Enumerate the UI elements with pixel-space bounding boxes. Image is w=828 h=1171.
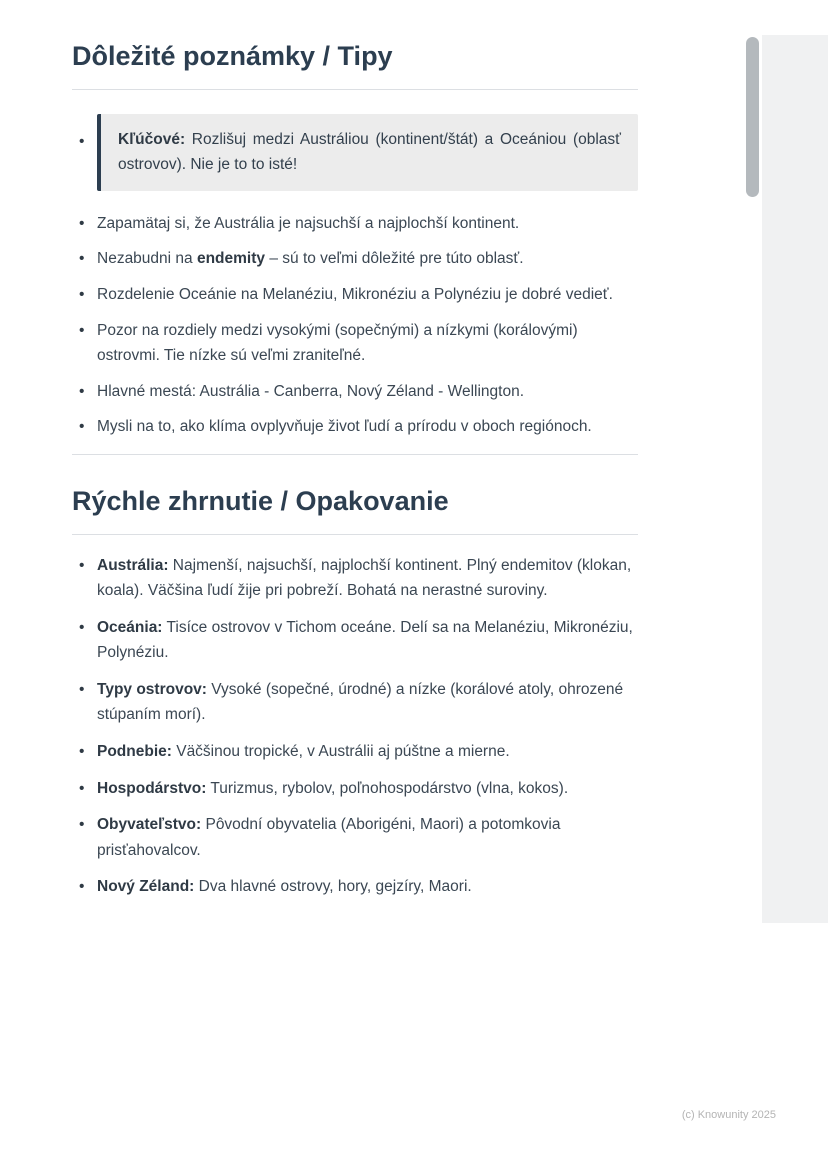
list-item <box>72 739 638 765</box>
list-item <box>72 615 638 666</box>
list-item-text: Turizmus, rybolov, poľnohospodárstvo (vlna, kokos). <box>206 779 569 797</box>
divider <box>72 89 638 90</box>
section-divider <box>72 454 638 455</box>
list-item-text: Zapamätaj si, že Austrália je najsuchší a najplochší kontinent. <box>97 214 520 232</box>
scrollbar-thumb[interactable] <box>746 37 759 197</box>
list-item <box>72 318 638 369</box>
list-item-text: Pozor na rozdiely medzi vysokými (sopečnými) a nízkymi (korálovými) ostrovmi. Tie nízke sú veľmi zraniteľné. <box>97 321 578 365</box>
section-title-notes: Dôležité poznámky / Tipy <box>72 41 393 71</box>
list-item <box>72 812 638 863</box>
list-item-bold-text: Oceánia: <box>97 618 163 636</box>
list-item <box>72 874 638 900</box>
list-item <box>72 246 638 272</box>
list-item <box>72 379 638 405</box>
list-item <box>72 414 638 440</box>
list-item-bold-text: Obyvateľstvo: <box>97 816 202 834</box>
section-title-summary: Rýchle zhrnutie / Opakovanie <box>72 485 449 516</box>
copyright-footer: (c) Knowunity 2025 <box>681 1109 776 1121</box>
list-item-text: Vysoké (sopečné, úrodné) a nízke (korálové atoly, ohrozené stúpaním morí). <box>97 680 624 724</box>
list-item <box>72 282 638 308</box>
list-item-text: Mysli na to, ako klíma ovplyvňuje život ľudí a prírodu v oboch regiónoch. <box>97 418 592 436</box>
list-item-bold-text: Typy ostrovov: <box>97 680 207 698</box>
list-item-text: Najmenší, najsuchší, najplochší kontinent. Plný endemitov (klokan, koala). Väčšina ľudí žije pri pobreží. Bohatá na nerastné suroviny. <box>97 556 632 600</box>
list-item-text: Hlavné mestá: Austrália - Canberra, Nový Zéland - Wellington. <box>97 382 525 400</box>
list-item <box>72 553 638 604</box>
callout-box <box>97 114 638 191</box>
list-item-text: Tisíce ostrovov v Tichom oceáne. Delí sa na Melanéziu, Mikronéziu, Polynéziu. <box>97 618 633 662</box>
list-item <box>72 677 638 728</box>
list-item-text: Rozdelenie Oceánie na Melanéziu, Mikronéziu a Polynéziu je dobré vedieť. <box>97 286 613 303</box>
list-item-bold-text: Austrália: <box>97 556 169 574</box>
scroll-track[interactable] <box>762 35 828 923</box>
notes-list <box>72 211 638 440</box>
summary-list <box>72 553 638 900</box>
callout-text: Rozlišuj medzi Austráliou (kontinent/štát) a Oceániou (oblasť ostrovov). Nie je to to isté! <box>118 130 621 174</box>
list-item-text: Väčšinou tropické, v Austrálii aj púštne a mierne. <box>171 742 510 760</box>
list-item-bold-text: Hospodárstvo: <box>97 779 207 797</box>
list-item <box>72 776 638 802</box>
list-item-text: Pôvodní obyvatelia (Aborigéni, Maori) a potomkovia prisťahovalcov. <box>97 816 561 859</box>
divider <box>72 534 638 535</box>
list-item-bold-text: endemity <box>196 250 266 268</box>
list-item-bold-text: Nový Zéland: <box>97 878 195 896</box>
callout-label: Kľúčové: <box>118 130 186 148</box>
list-item <box>72 114 638 191</box>
list-item-bold-text: Podnebie: <box>97 742 172 760</box>
list-item-text: – sú to veľmi dôležité pre túto oblasť. <box>265 250 524 268</box>
notes-callout-list <box>72 114 638 191</box>
list-item <box>72 211 638 237</box>
list-item-text: Dva hlavné ostrovy, hory, gejzíry, Maori. <box>194 878 472 896</box>
list-item-text: Nezabudni na <box>97 250 197 268</box>
